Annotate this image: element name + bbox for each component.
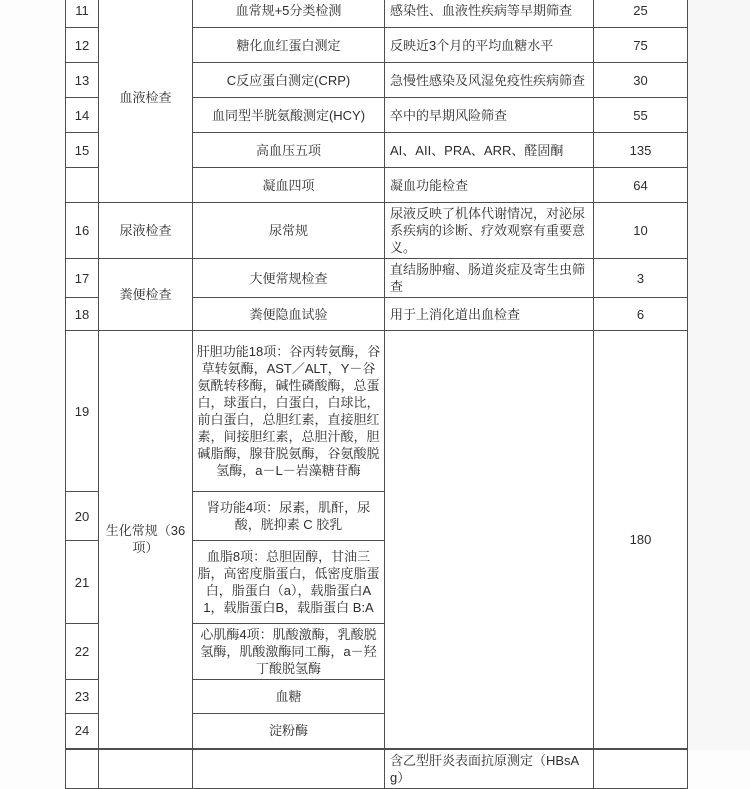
cell-no: 15 [66,133,99,168]
cell-no: 14 [66,98,99,133]
page-right-margin [688,0,750,750]
cell-desc: 凝血功能检查 [385,168,594,203]
cell-item: 心肌酶4项：肌酸激酶，乳酸脱氢酶，肌酸激酶同工酶，a－羟丁酸脱氢酶 [193,624,385,680]
cell-price [594,749,688,789]
cell-price: 180 [594,331,688,749]
cell-item: 凝血四项 [193,168,385,203]
cell-item [193,749,385,789]
cell-category [99,749,193,789]
cell-no [66,168,99,203]
cell-no: 17 [66,259,99,298]
table-row [66,203,688,259]
table-row [66,331,688,492]
cell-desc: 尿液反映了机体代谢情况，对泌尿系疾病的诊断、疗效观察有重要意义。 [385,203,594,259]
cell-no [66,749,99,789]
cell-price: 75 [594,28,688,63]
cell-item: 高血压五项 [193,133,385,168]
cell-desc: 反映近3个月的平均血糖水平 [385,28,594,63]
cell-price: 30 [594,63,688,98]
cell-price: 64 [594,168,688,203]
medical-exam-fee-table [65,0,688,789]
fee-table-container [65,0,688,789]
cell-item: 血糖 [193,680,385,714]
cell-item: 血脂8项：总胆固醇，甘油三脂，高密度脂蛋白，低密度脂蛋白，脂蛋白（a），载脂蛋白A1，载脂蛋白B，载脂蛋白 B:A [193,541,385,624]
fee-table-body [66,0,688,788]
cell-item: 糖化血红蛋白测定 [193,28,385,63]
table-row [66,259,688,298]
cell-no: 20 [66,492,99,541]
cell-price: 6 [594,298,688,331]
cell-item: 淀粉酶 [193,714,385,749]
cell-item: 血同型半胱氨酸测定(HCY) [193,98,385,133]
cell-desc: 含乙型肝炎表面抗原测定（HBsAg） [385,749,594,789]
cell-desc: 直结肠肿瘤、肠道炎症及寄生虫筛查 [385,259,594,298]
cell-no: 18 [66,298,99,331]
cell-desc: AI、AII、PRA、ARR、醛固酮 [385,133,594,168]
cell-price: 3 [594,259,688,298]
cell-price: 55 [594,98,688,133]
cell-desc: 卒中的早期风险筛查 [385,98,594,133]
cell-category: 尿液检查 [99,203,193,259]
cell-no: 13 [66,63,99,98]
cell-category: 生化常规（36项） [99,331,193,749]
cell-item: 尿常规 [193,203,385,259]
cell-item: 肾功能4项：尿素，肌酐，尿酸，胱抑素 C 胶乳 [193,492,385,541]
table-row [66,0,688,28]
cell-desc [385,331,594,749]
cell-item: C反应蛋白测定(CRP) [193,63,385,98]
cell-desc: 感染性、血液性疾病等早期筛查 [385,0,594,28]
cell-no: 22 [66,624,99,680]
cell-desc: 用于上消化道出血检查 [385,298,594,331]
cell-no: 24 [66,714,99,749]
cell-no: 23 [66,680,99,714]
cell-item: 肝胆功能18项：谷丙转氨酶，谷草转氨酶，AST／ALT，Y－谷氨酰转移酶，碱性磷酸酶，总蛋白，球蛋白，白蛋白，白球比，前白蛋白，总胆红素，直接胆红素，间接胆红素，总胆汁酸，胆碱脂酶，腺苷脱氨酶，谷氨酸脱氢酶，a－L－岩藻糖苷酶 [193,331,385,492]
cell-category: 粪便检查 [99,259,193,331]
table-row [66,749,688,789]
cell-no: 16 [66,203,99,259]
cell-item: 粪便隐血试验 [193,298,385,331]
cell-price: 25 [594,0,688,28]
cell-no: 19 [66,331,99,492]
cell-no: 21 [66,541,99,624]
cell-price: 10 [594,203,688,259]
cell-no: 11 [66,0,99,28]
cell-price: 135 [594,133,688,168]
cell-desc: 急慢性感染及风湿免疫性疾病筛查 [385,63,594,98]
cell-category: 血液检查 [99,0,193,203]
cell-item: 大便常规检查 [193,259,385,298]
cell-no: 12 [66,28,99,63]
cell-item: 血常规+5分类检测 [193,0,385,28]
